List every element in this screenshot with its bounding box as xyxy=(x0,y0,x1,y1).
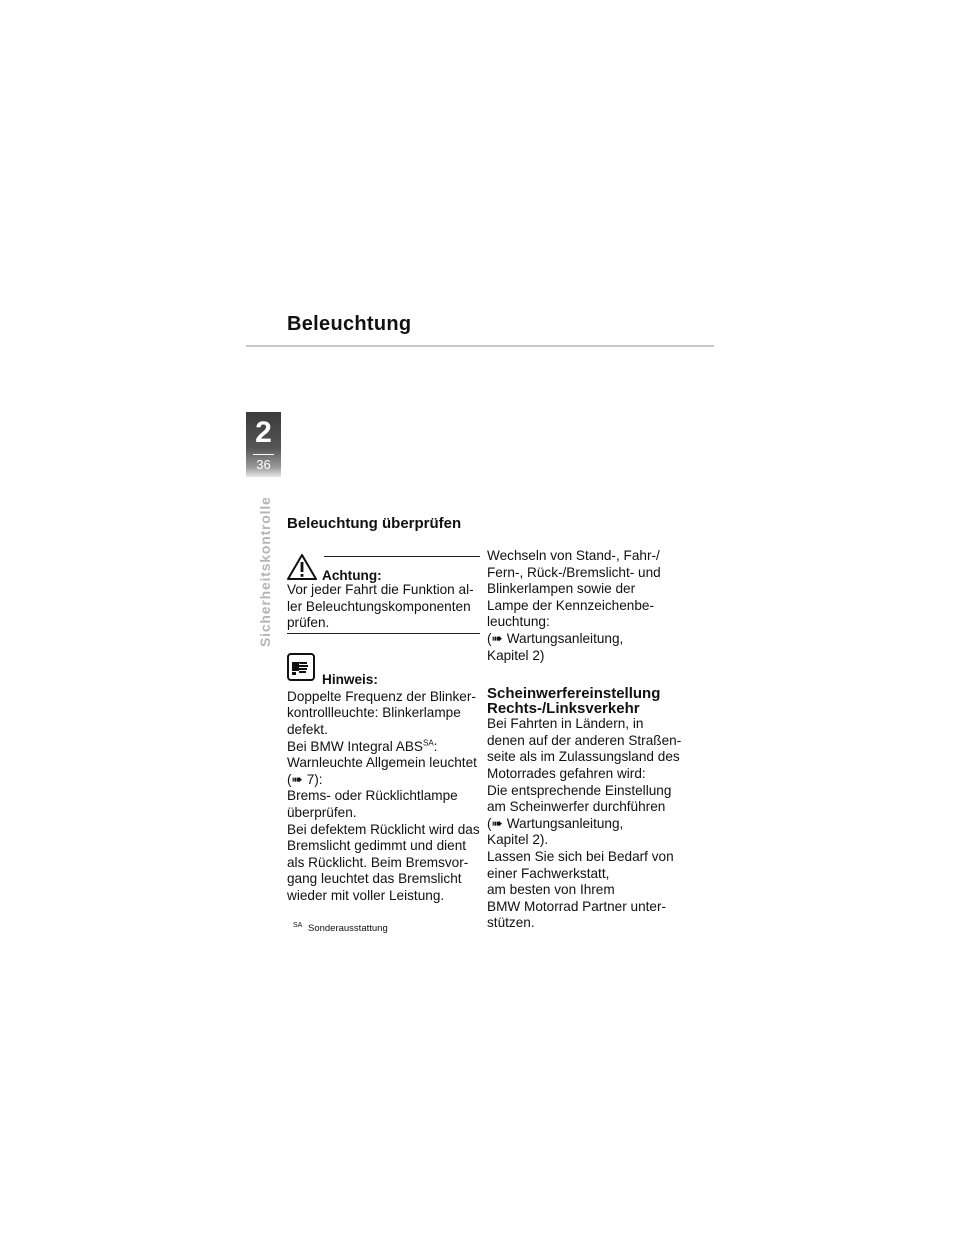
header-divider xyxy=(246,345,714,347)
chapter-number: 2 xyxy=(255,416,272,449)
note-line: kontrollleuchte: Blinkerlampe xyxy=(287,705,461,721)
warning-line: Vor jeder Fahrt die Funktion al- xyxy=(287,582,474,597)
headlight-text xyxy=(487,716,687,932)
page-title: Beleuchtung xyxy=(287,313,412,335)
text-line: am Scheinwerfer durchführen xyxy=(487,799,666,815)
note-text xyxy=(287,689,480,905)
text-line: (➠ Wartungsanleitung, xyxy=(487,630,624,646)
text-line: leuchtung: xyxy=(487,614,550,630)
note-abs-suffix: : xyxy=(433,738,438,754)
page-number: 36 xyxy=(256,457,271,472)
note-abs-line xyxy=(287,739,480,756)
subheading-line: Scheinwerfereinstellung xyxy=(487,685,661,703)
headlight-subheading xyxy=(487,686,687,716)
section-label-container xyxy=(256,495,274,647)
text-line: Fern-, Rück-/Bremslicht- und xyxy=(487,564,661,580)
footnote-mark: SA xyxy=(293,921,303,929)
warning-top-rule xyxy=(324,556,480,557)
warning-triangle-icon xyxy=(287,554,317,580)
text-line: Motorrades gefahren wird: xyxy=(487,765,646,781)
note-line: defekt. xyxy=(287,721,328,737)
text-line: denen auf der anderen Straßen- xyxy=(487,732,682,748)
note-hand-icon xyxy=(287,653,315,681)
note-callout xyxy=(287,653,480,699)
note-abs-prefix: Bei BMW Integral ABS xyxy=(287,738,423,754)
note-line: überprüfen. xyxy=(287,804,357,820)
note-line: Brems- oder Rücklichtlampe xyxy=(287,788,458,804)
warning-text xyxy=(287,582,480,632)
text-line: Lassen Sie sich bei Bedarf von xyxy=(487,848,674,864)
section-label: Sicherheitskontrolle xyxy=(257,496,273,647)
text-line: (➠ Wartungsanleitung, xyxy=(487,815,624,831)
text-line: Wechseln von Stand-, Fahr-/ xyxy=(487,548,660,563)
note-line: Warnleuchte Allgemein leuchtet xyxy=(287,755,477,771)
text-line: Die entsprechende Einstellung xyxy=(487,782,672,798)
text-line: Bei Fahrten in Ländern, in xyxy=(487,716,644,732)
lamp-change-text xyxy=(487,548,687,664)
text-line: einer Fachwerkstatt, xyxy=(487,865,610,881)
footnote-text: Sonderausstattung xyxy=(307,922,388,934)
text-line: seite als im Zulassungsland des xyxy=(487,749,680,765)
text-line: Kapitel 2). xyxy=(487,832,549,848)
section-heading: Beleuchtung überprüfen xyxy=(287,515,462,532)
text-line: Blinkerlampen sowie der xyxy=(487,581,636,597)
note-line: gang leuchtet das Bremslicht xyxy=(287,871,462,887)
note-line: Doppelte Frequenz der Blinker- xyxy=(287,688,476,704)
left-column xyxy=(287,548,480,937)
footnote xyxy=(287,921,480,938)
text-line: stützen. xyxy=(487,915,535,931)
right-column xyxy=(487,548,687,932)
note-line: (➠ 7): xyxy=(287,771,323,787)
text-line: am besten von Ihrem xyxy=(487,882,615,898)
note-line: Bremslicht gedimmt und dient xyxy=(287,838,467,854)
note-label: Hinweis: xyxy=(322,671,378,687)
chapter-tab xyxy=(246,412,281,477)
warning-bottom-rule xyxy=(287,633,480,634)
note-line: wieder mit voller Leistung. xyxy=(287,887,445,903)
note-line: als Rücklicht. Beim Bremsvor- xyxy=(287,854,469,870)
warning-line: ler Beleuchtungskomponenten xyxy=(287,598,471,614)
text-line: Kapitel 2) xyxy=(487,647,545,663)
chapter-tab-divider xyxy=(253,454,274,455)
subheading-line: Rechts-/Linksverkehr xyxy=(487,700,640,718)
warning-callout xyxy=(287,548,480,582)
text-line: Lampe der Kennzeichenbe- xyxy=(487,597,655,613)
note-abs-sup: SA xyxy=(423,738,434,748)
text-line: BMW Motorrad Partner unter- xyxy=(487,898,667,914)
warning-line: prüfen. xyxy=(287,615,330,631)
note-line: Bei defektem Rücklicht wird das xyxy=(287,821,480,837)
warning-label: Achtung: xyxy=(322,568,382,583)
